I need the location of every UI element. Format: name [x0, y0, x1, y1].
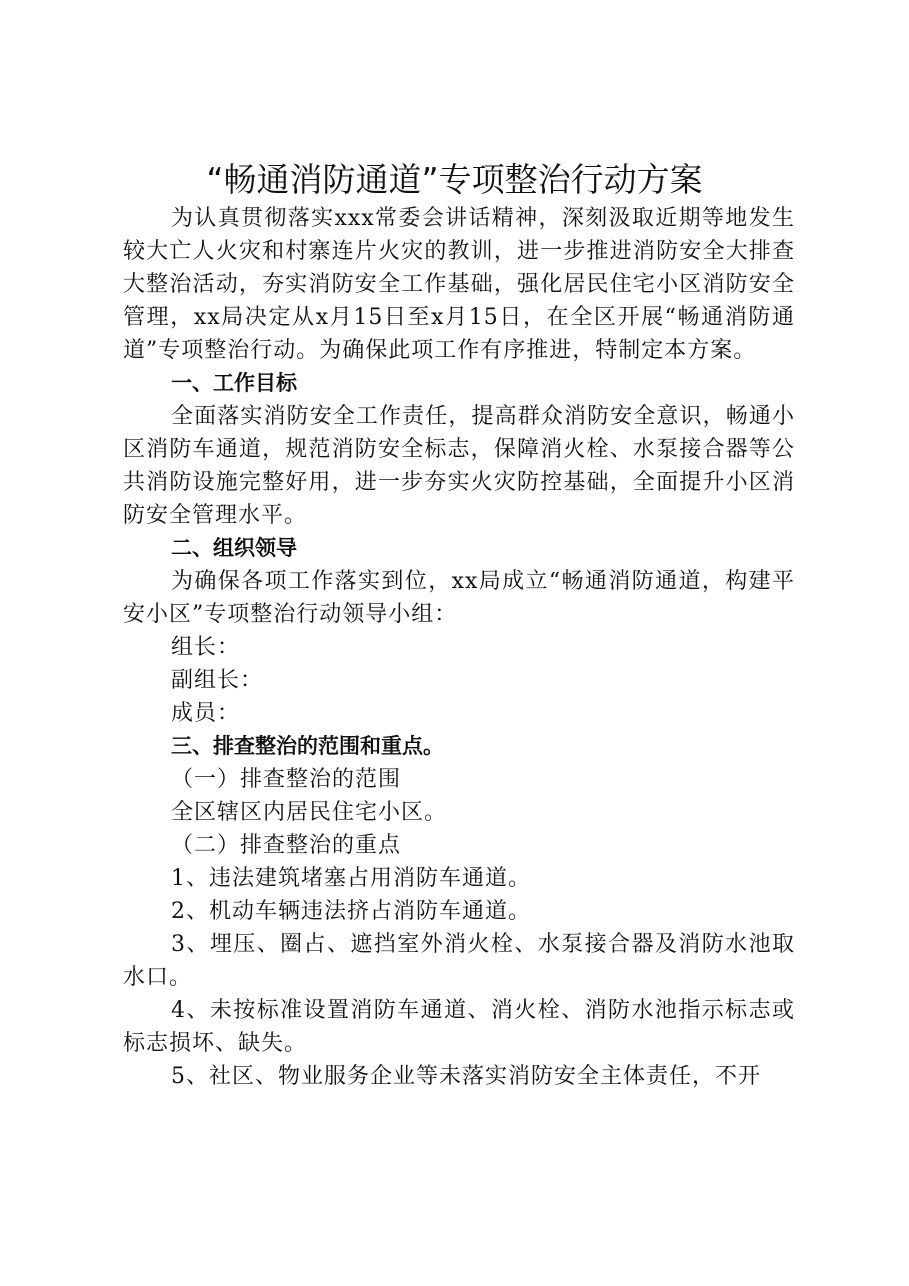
section1-paragraph: 全面落实消防安全工作责任，提高群众消防安全意识，畅通小区消防车通道，规范消防安全标志，保障消火栓、水泵接合器等公共消防设施完整好用，进一步夯实火灾防控基础，全面提升小区消防安全管理水平。: [123, 404, 795, 528]
section3-heading: 三、排查整治的范围和重点。: [171, 734, 444, 758]
leader-line: 组长：: [171, 635, 241, 660]
deputy-leader-line: 副组长：: [171, 668, 264, 693]
list-item: 1、违法建筑堵塞占用消防车通道。: [171, 866, 531, 891]
document-title: “畅通消防通道”专项整治行动方案: [206, 160, 703, 199]
document-body: [123, 202, 795, 1093]
list-item: 2、机动车辆违法挤占消防车通道。: [171, 899, 531, 924]
section2-heading: 二、组织领导: [171, 536, 297, 560]
list-item: 5、社区、物业服务企业等未落实消防安全主体责任，不开: [171, 1064, 761, 1089]
section3-sub1-text: 全区辖区内居民住宅小区。: [171, 800, 448, 825]
list-item: 4、未按标准设置消防车通道、消火栓、消防水池指示标志或标志损坏、缺失。: [123, 998, 795, 1056]
section1-heading: 一、工作目标: [171, 371, 297, 395]
section3-sub2-heading: （二）排查整治的重点: [171, 833, 402, 858]
section2-paragraph: 为确保各项工作落实到位，xx局成立“畅通消防通道，构建平安小区”专项整治行动领导小组：: [123, 569, 795, 627]
section3-sub1-heading: （一）排查整治的范围: [171, 767, 402, 792]
members-line: 成员：: [171, 701, 241, 726]
list-item: 3、埋压、圈占、遮挡室外消火栓、水泵接合器及消防水池取水口。: [123, 932, 795, 990]
intro-paragraph: 为认真贯彻落实xxx常委会讲话精神，深刻汲取近期等地发生较大亡人火灾和村寨连片火灾的教训，进一步推进消防安全大排查大整治活动，夯实消防安全工作基础，强化居民住宅小区消防安全管理，xx局决定从x月15日至x月15日，在全区开展“畅通消防通道”专项整治行动。为确保此项工作有序推进，特制定本方案。: [123, 206, 795, 363]
